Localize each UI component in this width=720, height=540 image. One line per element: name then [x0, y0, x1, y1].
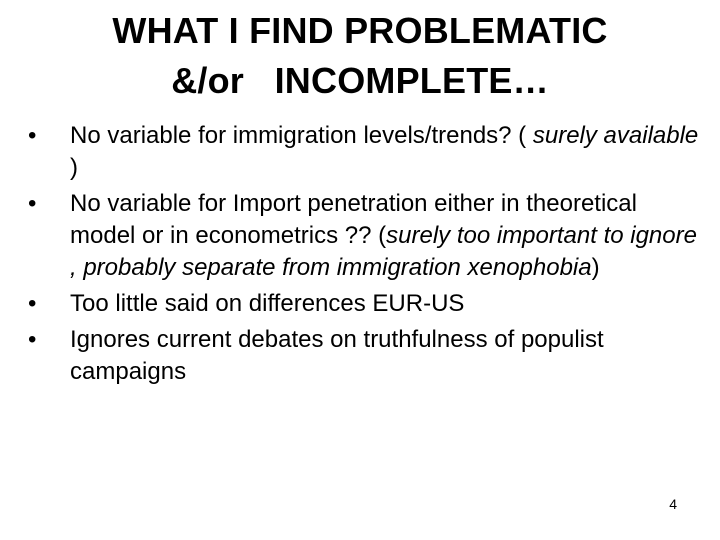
bullet-item-import-penetration [28, 188, 708, 284]
bullet-text: Too little said on differences EUR-US [70, 290, 465, 317]
bullet-text-italic: surely available [532, 122, 699, 149]
bullet-text-main: No variable for immigration levels/trends? ( [70, 122, 527, 149]
bullet-item-eur-us [28, 288, 708, 320]
bullet-list [28, 120, 708, 392]
bullet-text-main: No variable for Import penetration either in theoretical model or in econometrics ?? ( [70, 190, 637, 249]
bullet-text-end: ) [591, 254, 600, 281]
title-line-1: WHAT I FIND PROBLEMATIC [112, 10, 608, 51]
bullet-text [70, 190, 697, 281]
bullet-item-populist [28, 324, 708, 388]
bullet-marker: • [28, 190, 37, 217]
bullet-text-end: ) [70, 154, 78, 181]
title-line-2: &/or INCOMPLETE… [171, 60, 549, 101]
bullet-item-immigration [28, 120, 708, 184]
bullet-marker: • [28, 326, 37, 353]
bullet-marker: • [28, 122, 37, 149]
slide-title [36, 6, 684, 106]
bullet-marker: • [28, 290, 37, 317]
bullet-text: Ignores current debates on truthfulness of populist campaigns [70, 326, 604, 385]
bullet-text-italic: surely too important to ignore , probably separate from immigration xenophobia [70, 222, 697, 281]
bullet-text [70, 122, 698, 181]
page-number: 4 [669, 496, 677, 512]
